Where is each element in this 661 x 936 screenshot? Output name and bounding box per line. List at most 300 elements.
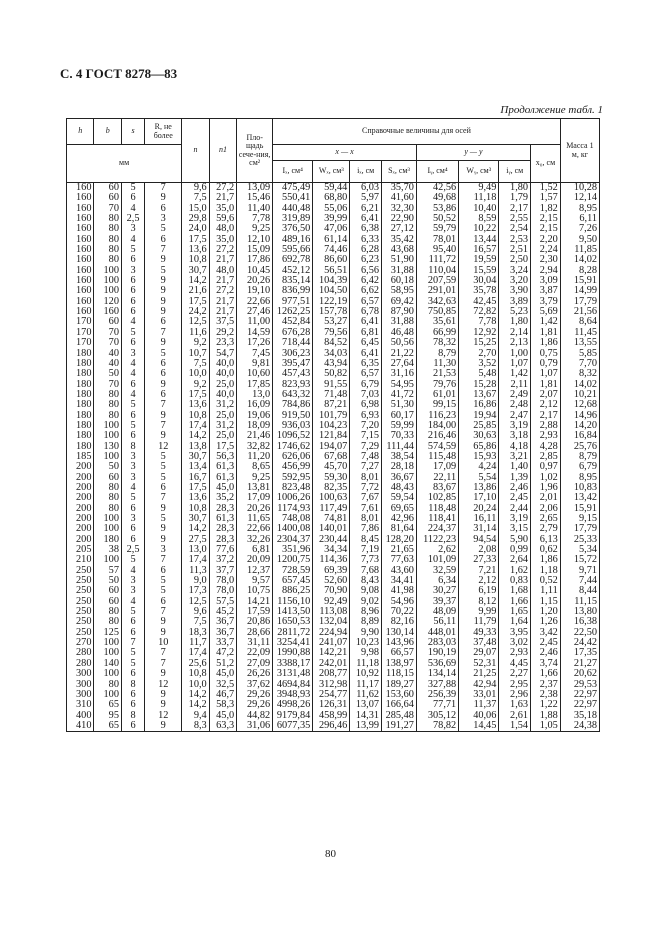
table-cell: 8 xyxy=(121,680,144,690)
table-cell: 53,27 xyxy=(313,317,350,327)
table-cell: 37,48 xyxy=(459,638,499,648)
table-cell: 2,17 xyxy=(499,204,531,214)
table-cell: 9 xyxy=(145,535,182,545)
table-cell: 17,09 xyxy=(237,493,273,503)
table-cell: 6,13 xyxy=(531,535,561,545)
table-cell: 180 xyxy=(67,369,94,379)
table-cell: 2,44 xyxy=(499,504,531,514)
table-cell: 1,15 xyxy=(531,597,561,607)
table-cell: 2,93 xyxy=(499,648,531,658)
col-wx: Wₓ, см³ xyxy=(313,161,350,183)
table-cell: 11,3 xyxy=(182,566,209,576)
table-cell: 60 xyxy=(94,193,121,203)
table-cell: 160 xyxy=(67,193,94,203)
table-cell: 16,57 xyxy=(459,245,499,255)
table-cell: 5 xyxy=(121,400,144,410)
table-cell: 28,66 xyxy=(237,628,273,638)
table-cell: 1,65 xyxy=(499,607,531,617)
table-cell: 6 xyxy=(145,390,182,400)
table-cell: 6,57 xyxy=(350,369,382,379)
table-cell: 2,51 xyxy=(499,245,531,255)
table-cell: 241,07 xyxy=(313,638,350,648)
table-cell: 30,7 xyxy=(182,266,209,276)
table-cell: 67,68 xyxy=(313,452,350,462)
table-cell: 180 xyxy=(67,421,94,431)
table-cell: 456,99 xyxy=(273,462,313,472)
table-cell: 9,0 xyxy=(182,576,209,586)
table-cell: 87,90 xyxy=(382,307,417,317)
table-cell: 1,86 xyxy=(531,555,561,565)
table-cell: 17,5 xyxy=(209,442,236,452)
table-cell: 40,0 xyxy=(209,369,236,379)
table-cell: 1,80 xyxy=(499,183,531,194)
table-cell: 55,06 xyxy=(313,204,350,214)
table-cell: 160 xyxy=(67,183,94,194)
table-cell: 395,47 xyxy=(273,359,313,369)
table-cell: 1006,26 xyxy=(273,493,313,503)
table-cell: 2,5 xyxy=(121,214,144,224)
col-reference-values: Справочные величины для осей xyxy=(273,119,561,145)
table-cell: 3,24 xyxy=(499,266,531,276)
table-cell: 200 xyxy=(67,473,94,483)
table-cell: 28,3 xyxy=(209,535,236,545)
table-cell: 14,02 xyxy=(560,255,599,265)
table-cell: 200 xyxy=(67,514,94,524)
table-cell: 6,93 xyxy=(350,411,382,421)
table-cell: 138,97 xyxy=(382,659,417,669)
table-cell: 6,41 xyxy=(350,214,382,224)
table-cell: 8,79 xyxy=(416,349,458,359)
table-cell: 24,0 xyxy=(182,224,209,234)
table-cell: 30,04 xyxy=(459,276,499,286)
table-cell: 29,2 xyxy=(209,328,236,338)
table-cell: 2,49 xyxy=(499,390,531,400)
table-cell: 160 xyxy=(67,224,94,234)
table-cell: 9 xyxy=(145,617,182,627)
table-cell: 1,42 xyxy=(499,369,531,379)
table-cell: 30,7 xyxy=(182,514,209,524)
table-cell: 63,3 xyxy=(209,721,236,732)
table-cell: 8,01 xyxy=(350,514,382,524)
table-cell: 270 xyxy=(67,638,94,648)
table-cell: 48,43 xyxy=(382,483,417,493)
table-cell: 10 xyxy=(145,638,182,648)
table-cell: 50,52 xyxy=(416,214,458,224)
table-cell: 6 xyxy=(121,628,144,638)
table-cell: 180 xyxy=(67,431,94,441)
table-cell: 3,02 xyxy=(499,638,531,648)
table-cell: 3 xyxy=(121,586,144,596)
table-cell: 60 xyxy=(94,317,121,327)
table-cell: 77,6 xyxy=(209,545,236,555)
table-cell: 31,11 xyxy=(237,638,273,648)
table-cell: 1,07 xyxy=(499,359,531,369)
table-cell: 21,46 xyxy=(237,431,273,441)
table-cell: 2,96 xyxy=(499,690,531,700)
col-rx: iₓ, см xyxy=(350,161,382,183)
table-cell: 80 xyxy=(94,390,121,400)
table-cell: 2,88 xyxy=(531,421,561,431)
table-cell: 3,20 xyxy=(499,276,531,286)
table-cell: 7,48 xyxy=(350,452,382,462)
table-cell: 21,56 xyxy=(560,307,599,317)
table-cell: 6 xyxy=(121,431,144,441)
table-cell: 48,0 xyxy=(209,224,236,234)
table-cell: 61,14 xyxy=(313,235,350,245)
table-cell: 42,45 xyxy=(459,297,499,307)
table-cell: 1,81 xyxy=(531,328,561,338)
table-cell: 319,89 xyxy=(273,214,313,224)
table-cell: 7 xyxy=(145,493,182,503)
table-cell: 6,81 xyxy=(350,328,382,338)
table-cell: 10,8 xyxy=(182,411,209,421)
table-cell: 22,50 xyxy=(560,628,599,638)
table-cell: 5 xyxy=(145,224,182,234)
table-cell: 15,72 xyxy=(560,555,599,565)
table-cell: 80 xyxy=(94,235,121,245)
table-row xyxy=(67,400,600,410)
table-cell: 35,0 xyxy=(209,204,236,214)
table-cell: 166,64 xyxy=(382,700,417,710)
table-cell: 59,54 xyxy=(382,493,417,503)
table-cell: 54,96 xyxy=(382,597,417,607)
table-cell: 5,34 xyxy=(560,545,599,555)
table-cell: 13,81 xyxy=(237,483,273,493)
table-cell: 10,21 xyxy=(560,390,599,400)
table-cell: 39,37 xyxy=(416,597,458,607)
table-cell: 13,55 xyxy=(560,338,599,348)
table-cell: 13,86 xyxy=(459,483,499,493)
col-x0: x₀, см xyxy=(531,145,561,183)
table-cell: 37,7 xyxy=(209,566,236,576)
table-cell: 9,71 xyxy=(560,566,599,576)
table-cell: 3 xyxy=(121,452,144,462)
table-cell: 4,45 xyxy=(499,659,531,669)
table-cell: 7,44 xyxy=(560,576,599,586)
table-cell: 35,78 xyxy=(459,286,499,296)
table-cell: 100 xyxy=(94,669,121,679)
table-cell: 2,53 xyxy=(499,235,531,245)
table-cell: 6 xyxy=(121,255,144,265)
table-cell: 46,7 xyxy=(209,690,236,700)
table-cell: 78,0 xyxy=(209,586,236,596)
table-cell: 10,75 xyxy=(237,586,273,596)
table-cell: 29,8 xyxy=(182,214,209,224)
table-cell: 8,12 xyxy=(459,597,499,607)
table-cell: 32,59 xyxy=(416,566,458,576)
table-cell: 160 xyxy=(67,235,94,245)
table-cell: 27,64 xyxy=(382,359,417,369)
table-cell: 376,50 xyxy=(273,224,313,234)
table-cell: 6077,35 xyxy=(273,721,313,732)
table-cell: 60 xyxy=(94,473,121,483)
table-cell: 2,55 xyxy=(499,214,531,224)
table-cell: 25,0 xyxy=(209,411,236,421)
table-cell: 28,3 xyxy=(209,504,236,514)
table-cell: 31,06 xyxy=(237,721,273,732)
table-cell: 9,99 xyxy=(459,607,499,617)
table-cell: 14,96 xyxy=(560,411,599,421)
table-cell: 27,33 xyxy=(459,555,499,565)
table-cell: 21,7 xyxy=(209,255,236,265)
table-cell: 49,68 xyxy=(416,193,458,203)
table-cell: 31,88 xyxy=(382,266,417,276)
table-cell: 7,5 xyxy=(182,617,209,627)
table-cell: 68,80 xyxy=(313,193,350,203)
table-cell: 410 xyxy=(67,721,94,732)
table-cell: 207,59 xyxy=(416,276,458,286)
table-cell: 5 xyxy=(121,183,144,194)
table-cell: 37,2 xyxy=(209,555,236,565)
table-cell: 100 xyxy=(94,431,121,441)
table-cell: 13,80 xyxy=(560,607,599,617)
table-cell: 115,48 xyxy=(416,452,458,462)
table-cell: 5 xyxy=(121,659,144,669)
table-cell: 1,66 xyxy=(531,669,561,679)
table-cell: 6 xyxy=(121,524,144,534)
table-cell: 160 xyxy=(67,266,94,276)
table-cell: 25,0 xyxy=(209,431,236,441)
table-cell: 1,07 xyxy=(531,369,561,379)
table-cell: 16,11 xyxy=(459,514,499,524)
table-cell: 111,72 xyxy=(416,255,458,265)
table-cell: 6 xyxy=(121,411,144,421)
table-cell: 180 xyxy=(67,390,94,400)
table-cell: 1174,93 xyxy=(273,504,313,514)
table-cell: 50,82 xyxy=(313,369,350,379)
table-cell: 12,68 xyxy=(560,400,599,410)
table-cell: 9 xyxy=(145,307,182,317)
table-cell: 306,23 xyxy=(273,349,313,359)
table-cell: 128,20 xyxy=(382,535,417,545)
table-cell: 189,27 xyxy=(382,680,417,690)
table-cell: 11,30 xyxy=(416,359,458,369)
table-cell: 6 xyxy=(145,359,182,369)
table-cell: 657,45 xyxy=(273,576,313,586)
table-cell: 82,35 xyxy=(313,483,350,493)
table-cell: 6,42 xyxy=(350,276,382,286)
table-cell: 77,63 xyxy=(382,555,417,565)
table-cell: 22,11 xyxy=(416,473,458,483)
table-cell: 692,78 xyxy=(273,255,313,265)
table-cell: 8,28 xyxy=(560,266,599,276)
table-cell: 17,59 xyxy=(237,607,273,617)
table-cell: 452,12 xyxy=(273,266,313,276)
table-cell: 7,72 xyxy=(350,483,382,493)
table-cell: 100 xyxy=(94,524,121,534)
table-cell: 208,77 xyxy=(313,669,350,679)
table-cell: 34,03 xyxy=(313,349,350,359)
table-cell: 27,2 xyxy=(209,286,236,296)
table-cell: 61,3 xyxy=(209,462,236,472)
table-cell: 2,11 xyxy=(499,380,531,390)
table-cell: 134,14 xyxy=(416,669,458,679)
table-cell: 111,44 xyxy=(382,442,417,452)
table-cell: 6 xyxy=(145,597,182,607)
table-cell: 10,8 xyxy=(182,669,209,679)
table-cell: 0,97 xyxy=(531,462,561,472)
table-cell: 10,0 xyxy=(182,680,209,690)
table-cell: 2,27 xyxy=(499,669,531,679)
table-cell: 1,05 xyxy=(531,721,561,732)
table-cell: 8,01 xyxy=(350,473,382,483)
table-cell: 1650,53 xyxy=(273,617,313,627)
table-cell: 2,85 xyxy=(531,452,561,462)
table-cell: 11,65 xyxy=(237,514,273,524)
table-cell: 6,79 xyxy=(560,462,599,472)
table-cell: 6 xyxy=(121,286,144,296)
table-cell: 2,13 xyxy=(499,338,531,348)
table-cell: 3,79 xyxy=(531,297,561,307)
table-cell: 12,37 xyxy=(237,566,273,576)
table-cell: 200 xyxy=(67,462,94,472)
table-cell: 65 xyxy=(94,721,121,732)
table-cell: 9 xyxy=(145,286,182,296)
table-cell: 8,45 xyxy=(350,535,382,545)
table-cell: 5 xyxy=(145,266,182,276)
table-cell: 52,31 xyxy=(459,659,499,669)
table-cell: 4 xyxy=(121,390,144,400)
table-cell: 2,54 xyxy=(499,224,531,234)
table-cell: 28,3 xyxy=(209,524,236,534)
table-cell: 5,85 xyxy=(560,349,599,359)
table-cell: 6,62 xyxy=(350,286,382,296)
table-cell: 8,32 xyxy=(560,369,599,379)
table-cell: 2,20 xyxy=(531,235,561,245)
table-cell: 1,80 xyxy=(499,317,531,327)
table-cell: 31,2 xyxy=(209,400,236,410)
table-cell: 80 xyxy=(94,680,121,690)
table-cell: 283,03 xyxy=(416,638,458,648)
table-cell: 8,95 xyxy=(560,473,599,483)
table-cell: 200 xyxy=(67,483,94,493)
table-cell: 72,82 xyxy=(459,307,499,317)
table-cell: 1,86 xyxy=(531,338,561,348)
table-cell: 43,94 xyxy=(313,359,350,369)
table-cell: 14,2 xyxy=(182,700,209,710)
table-cell: 60,18 xyxy=(382,276,417,286)
table-cell: 22,90 xyxy=(382,214,417,224)
table-cell: 7,61 xyxy=(350,504,382,514)
table-cell: 43,68 xyxy=(382,245,417,255)
table-cell: 71,48 xyxy=(313,390,350,400)
table-cell: 15,09 xyxy=(237,245,273,255)
table-cell: 230,44 xyxy=(313,535,350,545)
table-cell: 1262,25 xyxy=(273,307,313,317)
table-cell: 157,78 xyxy=(313,307,350,317)
table-cell: 130 xyxy=(94,442,121,452)
table-row xyxy=(67,721,600,732)
table-cell: 44,82 xyxy=(237,711,273,721)
table-cell: 6,38 xyxy=(350,224,382,234)
table-cell: 1156,10 xyxy=(273,597,313,607)
table-cell: 37,5 xyxy=(209,317,236,327)
table-cell: 17,5 xyxy=(182,483,209,493)
table-cell: 4,18 xyxy=(499,442,531,452)
table-cell: 32,30 xyxy=(382,204,417,214)
table-cell: 3,19 xyxy=(499,514,531,524)
table-cell: 200 xyxy=(67,504,94,514)
table-cell: 6 xyxy=(145,483,182,493)
table-cell: 6 xyxy=(121,380,144,390)
table-cell: 19,94 xyxy=(459,411,499,421)
table-cell: 6,81 xyxy=(237,545,273,555)
table-cell: 101,09 xyxy=(416,555,458,565)
table-cell: 6 xyxy=(145,566,182,576)
table-cell: 69,42 xyxy=(382,297,417,307)
table-cell: 4694,84 xyxy=(273,680,313,690)
table-cell: 718,44 xyxy=(273,338,313,348)
table-cell: 100 xyxy=(94,286,121,296)
table-cell: 9 xyxy=(145,297,182,307)
table-cell: 12,5 xyxy=(182,317,209,327)
table-cell: 160 xyxy=(67,255,94,265)
table-cell: 27,2 xyxy=(209,245,236,255)
table-cell: 9,25 xyxy=(237,473,273,483)
table-cell: 194,07 xyxy=(313,442,350,452)
table-cell: 9,81 xyxy=(237,359,273,369)
table-cell: 2,07 xyxy=(531,390,561,400)
table-cell: 78,32 xyxy=(416,338,458,348)
table-cell: 114,36 xyxy=(313,555,350,565)
table-cell: 10,0 xyxy=(182,369,209,379)
table-cell: 0,79 xyxy=(531,359,561,369)
table-cell: 160 xyxy=(94,307,121,317)
table-cell: 1,40 xyxy=(499,462,531,472)
table-cell: 11,18 xyxy=(459,193,499,203)
table-cell: 4 xyxy=(121,204,144,214)
table-cell: 300 xyxy=(67,680,94,690)
table-cell: 250 xyxy=(67,566,94,576)
table-cell: 132,04 xyxy=(313,617,350,627)
table-cell: 12,10 xyxy=(237,235,273,245)
table-cell: 19,06 xyxy=(237,411,273,421)
table-cell: 3 xyxy=(121,224,144,234)
col-n1: n1 xyxy=(209,119,236,183)
table-cell: 21,53 xyxy=(416,369,458,379)
table-cell: 51,30 xyxy=(382,400,417,410)
table-cell: 6,57 xyxy=(350,297,382,307)
table-cell: 1,00 xyxy=(499,349,531,359)
table-cell: 13,44 xyxy=(459,235,499,245)
table-cell: 17,4 xyxy=(182,421,209,431)
col-area: Пло-щадь сече-ния, см² xyxy=(237,119,273,183)
table-cell: 170 xyxy=(67,338,94,348)
table-cell: 160 xyxy=(67,297,94,307)
table-cell: 40 xyxy=(94,359,121,369)
table-cell: 91,55 xyxy=(313,380,350,390)
table-cell: 9,2 xyxy=(182,380,209,390)
table-cell: 1990,88 xyxy=(273,648,313,658)
table-cell: 8,89 xyxy=(350,617,382,627)
table-cell: 12,14 xyxy=(560,193,599,203)
table-cell: 102,85 xyxy=(416,493,458,503)
table-cell: 100 xyxy=(94,555,121,565)
table-cell: 29,53 xyxy=(560,680,599,690)
table-cell: 78,01 xyxy=(416,235,458,245)
table-cell: 200 xyxy=(67,535,94,545)
table-cell: 56,3 xyxy=(209,452,236,462)
table-cell: 15,91 xyxy=(560,276,599,286)
table-cell: 224,94 xyxy=(313,628,350,638)
table-cell: 4 xyxy=(121,235,144,245)
table-cell: 9 xyxy=(145,524,182,534)
table-cell: 11,18 xyxy=(350,659,382,669)
table-cell: 2,94 xyxy=(531,266,561,276)
table-cell: 14,99 xyxy=(560,286,599,296)
col-n: n xyxy=(182,119,209,183)
table-cell: 1,11 xyxy=(531,586,561,596)
